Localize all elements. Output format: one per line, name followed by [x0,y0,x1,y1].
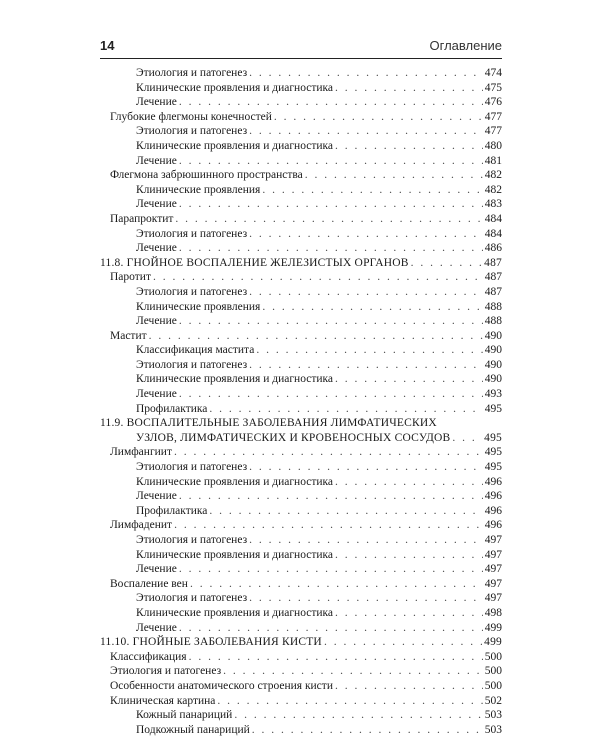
toc-entry: Флегмона забрюшинного пространства . . . 482 [100,168,502,183]
toc-entry: Воспаление вен . . . 497 [100,577,502,592]
toc-entry: Лечение . . . 486 [100,241,502,256]
toc-entry: Клинические проявления и диагностика . . . 496 [100,475,502,490]
toc-entry: Клинические проявления и диагностика . . . 498 [100,606,502,621]
toc-entry: Клинические проявления и диагностика . . . 497 [100,548,502,563]
toc-entry: Лечение . . . 499 [100,621,502,636]
toc-entry: Кожный панариций . . . 503 [100,708,502,723]
toc-entry: Лечение . . . 481 [100,154,502,169]
table-of-contents [100,66,502,737]
toc-entry: Лимфангиит . . . 495 [100,445,502,460]
toc-entry: Лечение . . . 496 [100,489,502,504]
toc-entry: Клинические проявления и диагностика . . . 490 [100,372,502,387]
toc-entry: Клинические проявления и диагностика . . . 480 [100,139,502,154]
toc-entry: Подкожный панариций . . . 503 [100,723,502,738]
toc-entry: Профилактика . . . 496 [100,504,502,519]
toc-entry: Этиология и патогенез . . . 490 [100,358,502,373]
toc-entry: Лечение . . . 483 [100,197,502,212]
toc-entry: Профилактика . . . 495 [100,402,502,417]
toc-entry: Парапроктит . . . 484 [100,212,502,227]
toc-entry: Этиология и патогенез . . . 484 [100,227,502,242]
toc-entry: Особенности анатомического строения кисти . . . 500 [100,679,502,694]
toc-entry: Этиология и патогенез . . . 497 [100,533,502,548]
toc-section-heading: 11.10. ГНОЙНЫЕ ЗАБОЛЕВАНИЯ КИСТИ . . . 499 [100,635,502,650]
toc-section-heading: 11.8. ГНОЙНОЕ ВОСПАЛЕНИЕ ЖЕЛЕЗИСТЫХ ОРГАНОВ . . . 487 [100,256,502,271]
toc-entry: Клинические проявления . . . 482 [100,183,502,198]
page-number: 14 [100,38,115,53]
toc-entry: Этиология и патогенез . . . 477 [100,124,502,139]
toc-entry: Этиология и патогенез . . . 474 [100,66,502,81]
running-header [100,38,502,58]
toc-section-heading: УЗЛОВ, ЛИМФАТИЧЕСКИХ И КРОВЕНОСНЫХ СОСУДОВ . . . 495 [100,431,502,446]
toc-entry: Классификация . . . 500 [100,650,502,665]
toc-entry: Этиология и патогенез . . . 500 [100,664,502,679]
toc-entry: Лечение . . . 476 [100,95,502,110]
toc-entry: Лимфаденит . . . 496 [100,518,502,533]
toc-section-heading-line1: 11.9. ВОСПАЛИТЕЛЬНЫЕ ЗАБОЛЕВАНИЯ ЛИМФАТИЧЕСКИХ [100,417,437,430]
toc-entry: Клиническая картина . . . 502 [100,694,502,709]
toc-entry: Клинические проявления и диагностика . . . 475 [100,81,502,96]
toc-entry: Классификация мастита . . . 490 [100,343,502,358]
header-rule [100,58,502,59]
toc-entry: Этиология и патогенез . . . 497 [100,591,502,606]
toc-entry: Мастит . . . 490 [100,329,502,344]
toc-entry: Лечение . . . 497 [100,562,502,577]
toc-entry: Этиология и патогенез . . . 495 [100,460,502,475]
toc-entry: Лечение . . . 488 [100,314,502,329]
toc-entry: Паротит . . . 487 [100,270,502,285]
running-title: Оглавление [429,38,502,53]
toc-entry: Клинические проявления . . . 488 [100,300,502,315]
toc-entry: Этиология и патогенез . . . 487 [100,285,502,300]
toc-entry: Глубокие флегмоны конечностей . . . 477 [100,110,502,125]
toc-entry: Лечение . . . 493 [100,387,502,402]
